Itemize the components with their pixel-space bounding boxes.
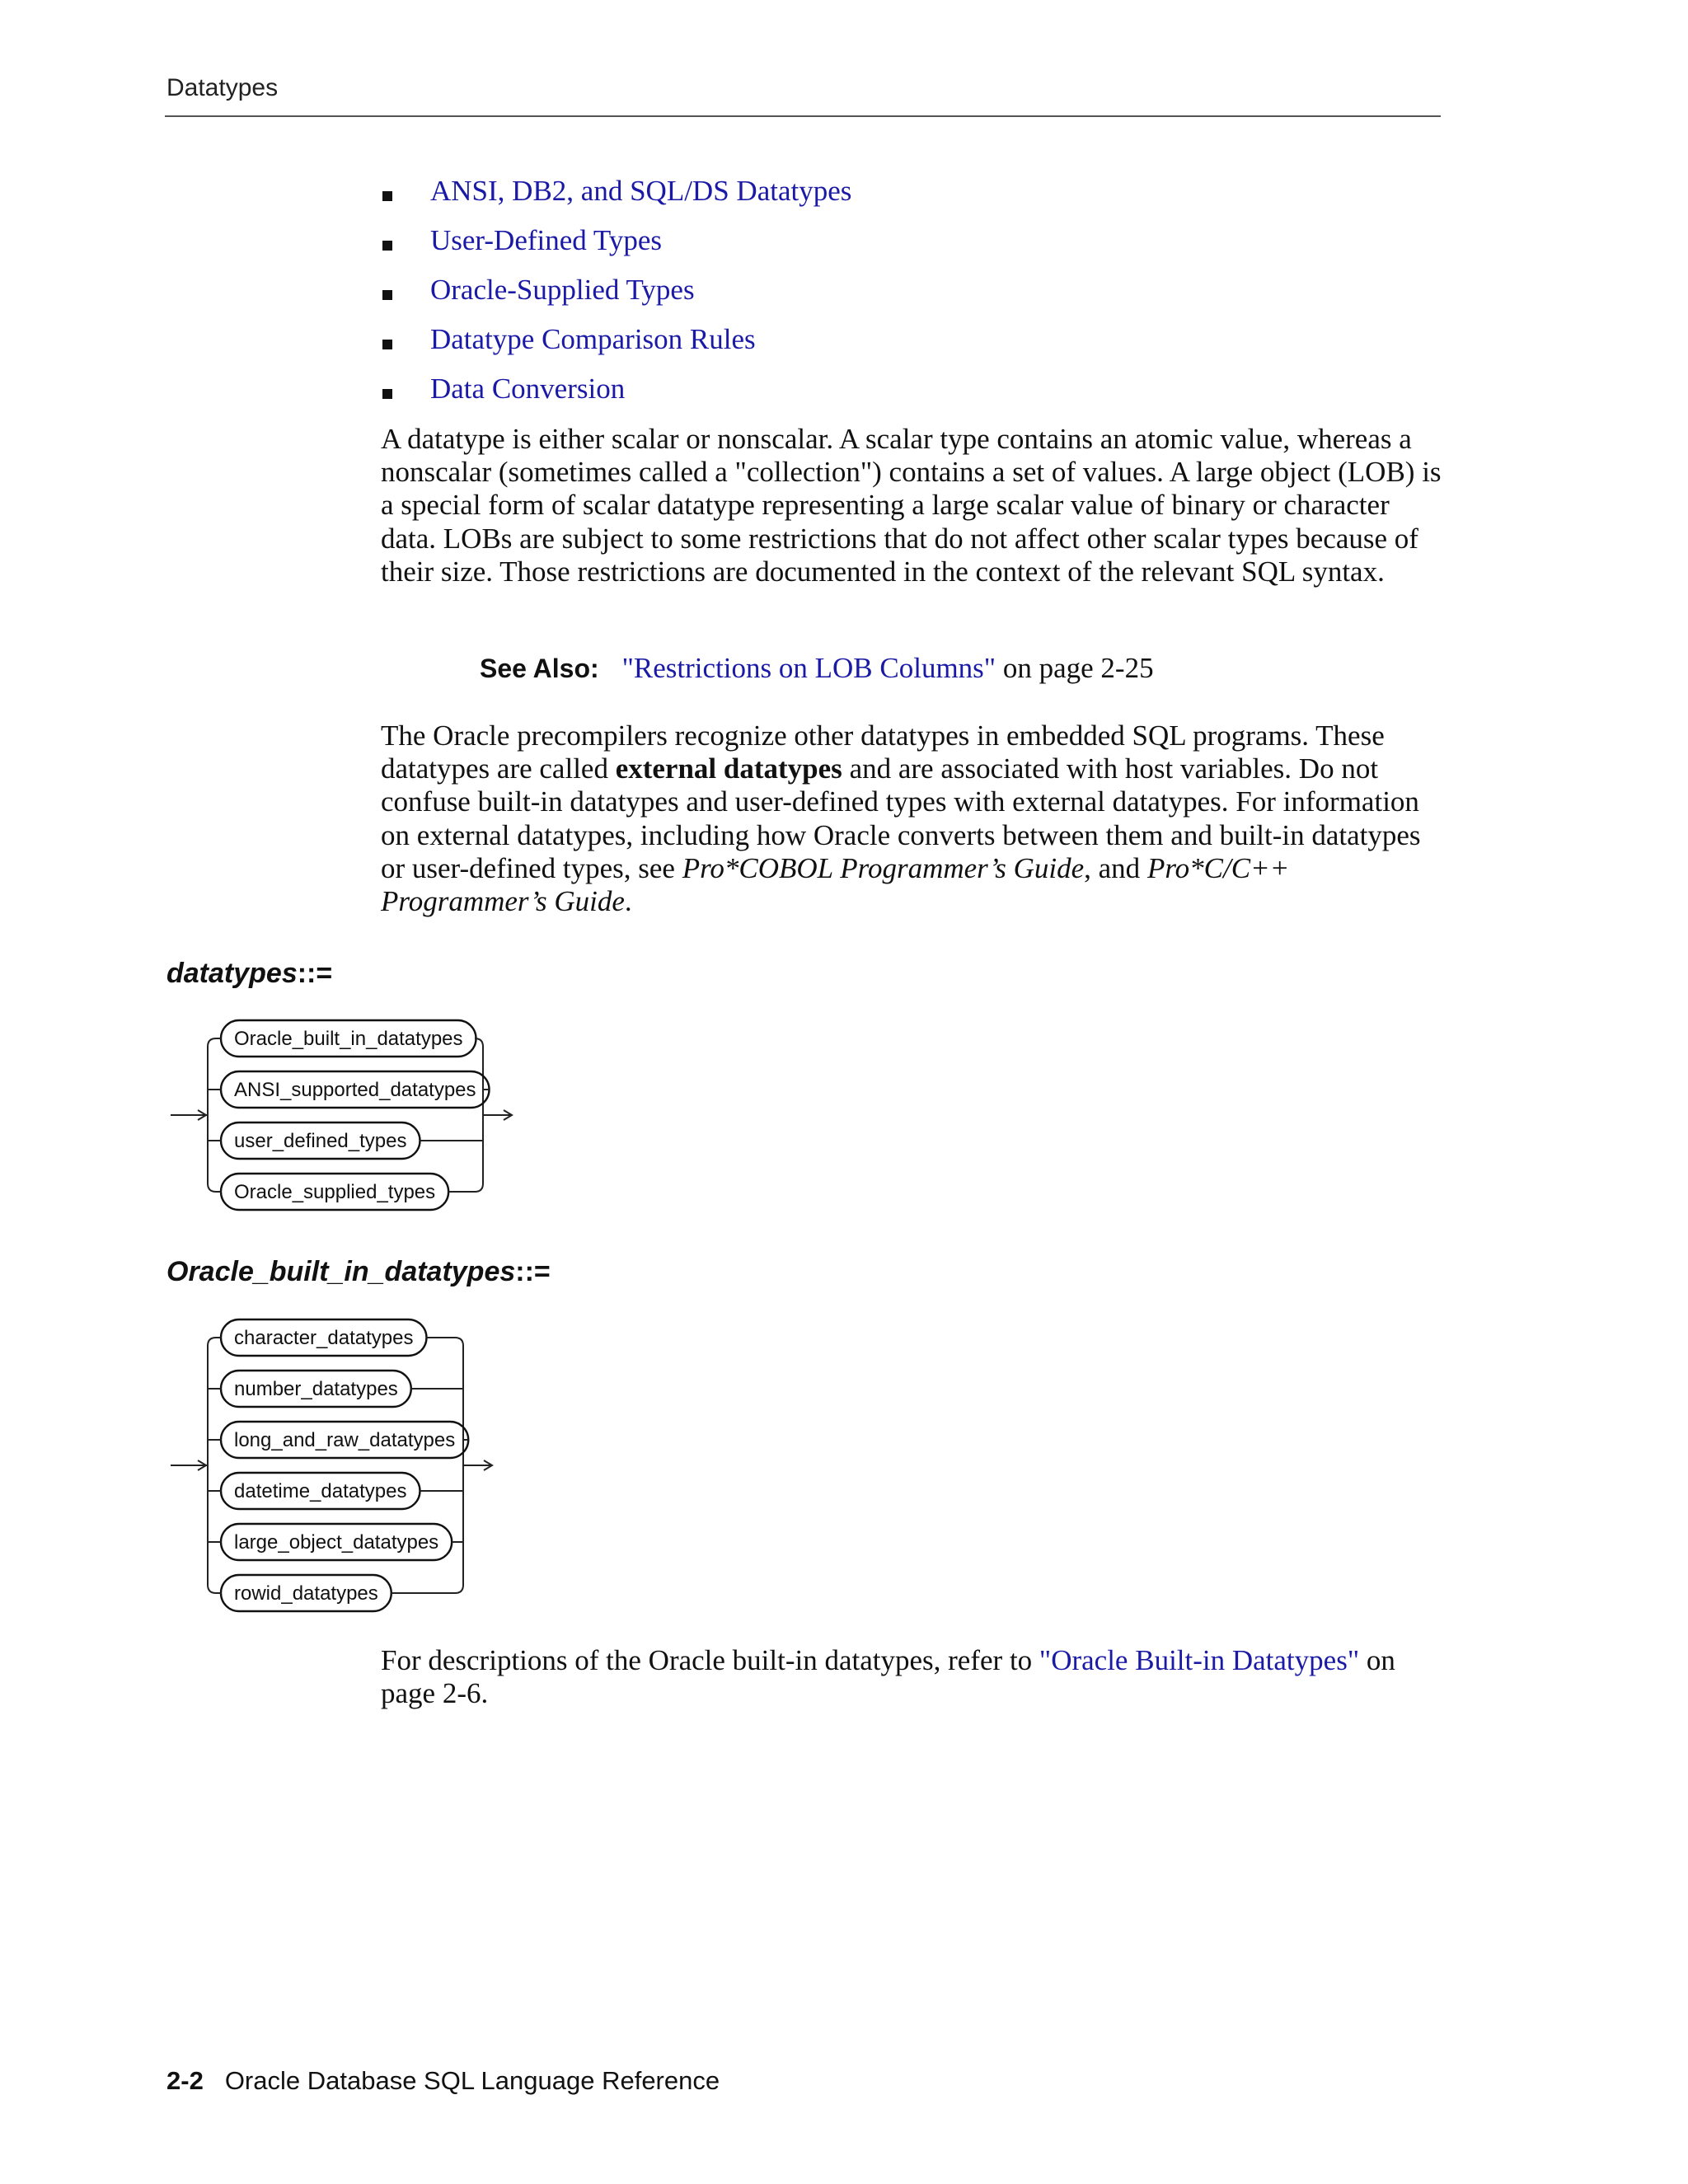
- link-oracle-built-in-datatypes[interactable]: "Oracle Built-in Datatypes": [1039, 1644, 1360, 1676]
- link-oracle-supplied-types[interactable]: Oracle-Supplied Types: [430, 274, 695, 306]
- text-run: , and: [1084, 851, 1147, 884]
- link-datatype-comparison-rules[interactable]: Datatype Comparison Rules: [430, 323, 756, 355]
- see-also-page-ref: on page 2-25: [996, 652, 1154, 684]
- syntax-diagram-datatypes: [171, 1020, 512, 1210]
- nonterminal-label: character_datatypes: [234, 1327, 414, 1349]
- rule-operator: ::=: [297, 958, 333, 989]
- nonterminal-label: Oracle_supplied_types: [234, 1181, 436, 1203]
- nonterminal-label: Oracle_built_in_datatypes: [234, 1028, 463, 1050]
- branch-connector: [448, 1183, 483, 1192]
- see-also-label: See Also:: [480, 654, 599, 683]
- rule-operator: ::=: [515, 1256, 551, 1287]
- rule-name: datatypes: [166, 958, 298, 989]
- link-restrictions-on-lob-columns[interactable]: "Restrictions on LOB Columns": [621, 652, 996, 684]
- nonterminal-label: number_datatypes: [234, 1378, 398, 1400]
- page-number: 2-2: [166, 2066, 204, 2095]
- nonterminal-label: rowid_datatypes: [234, 1582, 378, 1605]
- link-user-defined-types[interactable]: User-Defined Types: [430, 224, 662, 256]
- branch-connector: [208, 1338, 221, 1346]
- branch-connector: [426, 1338, 463, 1346]
- book-title-procobol: Pro*COBOL Programmer’s Guide: [682, 851, 1085, 884]
- nonterminal-label: user_defined_types: [234, 1130, 407, 1152]
- syntax-diagram-oracle-built-in-datatypes: [171, 1319, 492, 1611]
- branch-connector: [208, 1038, 221, 1047]
- text-run: For descriptions of the Oracle built-in datatypes, refer to: [381, 1644, 1039, 1676]
- branch-connector: [392, 1585, 463, 1593]
- nonterminal-label: datetime_datatypes: [234, 1480, 407, 1502]
- rule-name: Oracle_built_in_datatypes: [166, 1256, 516, 1287]
- text-run: and are associated with host variables. Do not confuse built-in datatypes and user-defined types with external datatypes. For information on external datatypes, including how Oracle converts between them and built-in datatypes or user-defined types, see: [381, 752, 1421, 884]
- text-run: on page 2-6.: [381, 1644, 1395, 1710]
- link-ansi-db2-sqlds[interactable]: ANSI, DB2, and SQL/DS Datatypes: [430, 175, 852, 207]
- emphasis-external-datatypes: external datatypes: [615, 752, 842, 785]
- book-title: Oracle Database SQL Language Reference: [224, 2066, 720, 2095]
- nonterminal-label: ANSI_supported_datatypes: [234, 1079, 476, 1101]
- text-run: The Oracle precompilers recognize other datatypes in embedded SQL programs. These datatypes are called: [381, 719, 1385, 785]
- book-title-proc: Pro*C/C++ Programmer’s Guide: [381, 851, 1290, 918]
- branch-connector: [208, 1183, 221, 1192]
- paragraph-scalar-nonscalar: A datatype is either scalar or nonscalar. A scalar type contains an atomic value, whereas a nonscalar (sometimes called a "collection") contains a set of values. A large object (LOB) is a special form of scalar datatype representing a large scalar value of binary or character data. LOBs are subject to some restrictions that do not affect other scalar types because of their size. Those restrictions are documented in the context of the relevant SQL syntax.: [381, 423, 1442, 588]
- running-header: Datatypes: [166, 74, 279, 101]
- text-run: .: [624, 885, 632, 918]
- link-data-conversion[interactable]: Data Conversion: [430, 373, 626, 405]
- page-footer: [166, 2066, 720, 2096]
- nonterminal-label: long_and_raw_datatypes: [234, 1429, 456, 1451]
- paragraph-built-in-reference: [381, 1644, 1444, 1710]
- nonterminal-label: large_object_datatypes: [234, 1531, 439, 1554]
- branch-connector: [208, 1585, 221, 1593]
